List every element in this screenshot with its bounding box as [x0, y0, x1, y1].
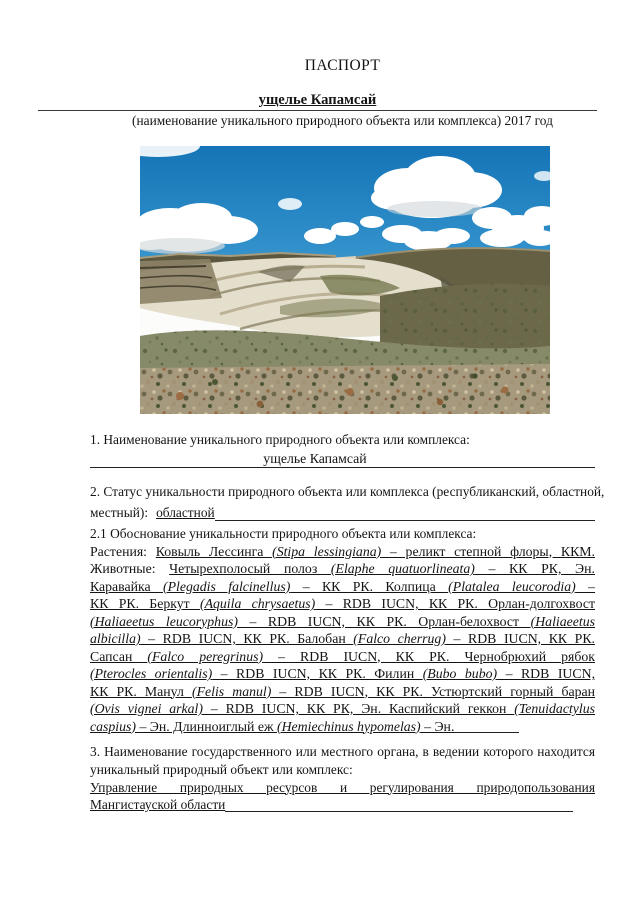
section-3-value-line2 [90, 796, 595, 814]
species-text-segment: (Felis manul) [191, 683, 272, 699]
section-2-line2 [90, 502, 595, 524]
section-2-line1: 2. Статус уникальности природного объекта или комплекса (республиканский, областной, [90, 483, 605, 499]
species-text-segment: – RDB IUCN, КК РК, Эн. Каспийский геккон [203, 701, 515, 716]
object-name-text: ущелье Капамсай [258, 92, 377, 108]
section-1-value: ущелье Капамсай [263, 450, 367, 466]
species-line [90, 543, 595, 561]
species-text-segment: (Elaphe quatuorlineata) [330, 561, 475, 576]
section-3-line2: уникальный природный объект или комплекс: [90, 761, 353, 777]
species-text-segment: (Platalea leucorodia) [448, 578, 576, 594]
species-line [90, 683, 595, 701]
species-text-segment: – RDB IUCN, КК РК. Орлан-белохвост [237, 613, 531, 629]
species-text-segment: Ковыль Лессинга [155, 543, 273, 559]
species-block [90, 543, 595, 736]
species-text-segment: Животные: [90, 561, 170, 576]
species-text-segment: (Plegadis falcinellus) [163, 578, 291, 594]
section-3 [90, 743, 595, 814]
species-text-segment: – Эн. Длинноиглый еж [136, 718, 277, 734]
section-2-1-label: 2.1 Обоснование уникальности природного объекта или комплекса: [90, 525, 477, 541]
section-3-value-text: Мангистауской области [90, 797, 226, 813]
species-line [90, 700, 595, 718]
blank-underline [215, 520, 595, 521]
species-text-segment: (Tenuidactylus [514, 701, 595, 716]
species-text-segment: – RDB IUCN, КК РК. Устюртский горный баран [271, 683, 596, 699]
species-text-segment: – RDB IUCN, КК РК. Балобан [140, 631, 354, 646]
section-2-value: областной [156, 505, 215, 520]
doc-title: ПАСПОРТ [304, 57, 381, 74]
blank-underline [225, 811, 573, 812]
species-text-segment: Сапсан [90, 648, 148, 664]
species-line [90, 613, 595, 631]
caption: (наименование уникального природного объекта или комплекса) 2017 год [132, 113, 553, 128]
species-text-segment: Растения: [90, 543, 156, 559]
section-3-value-line1: Управление природных ресурсов и регулирования природопользования [90, 779, 595, 795]
species-text-segment: albicilla) [90, 631, 141, 646]
species-text-segment: – Эн. [420, 718, 455, 734]
species-line [90, 595, 595, 613]
species-text-segment: КК РК. Беркут [90, 596, 200, 611]
species-text-segment: (Stipa lessingiana) [272, 543, 382, 559]
species-text-segment: (Falco cherrug) [353, 631, 446, 646]
species-text-segment: – [575, 578, 596, 594]
species-text-segment: (Pterocles orientalis) [90, 666, 213, 681]
section-3-line1: 3. Наименование государственного или местного органа, в ведении которого находится [90, 744, 595, 759]
species-text-segment: – КК РК. Колпица [290, 578, 449, 594]
species-text-segment: (Bubo bubo) [422, 666, 498, 681]
species-line [90, 630, 595, 648]
blank-underline [454, 729, 519, 733]
species-text-segment: caspius) [90, 718, 136, 734]
species-text-segment: (Haliaeetus leucoryphus) [90, 613, 238, 629]
species-text-segment: – RDB IUCN, [497, 666, 596, 681]
object-name-heading [38, 93, 597, 111]
section-2 [90, 481, 605, 543]
species-text-segment: (Haliaeetus [530, 613, 595, 629]
species-text-segment: КК РК. Манул [90, 683, 192, 699]
section-2-prefix: местный): [90, 505, 149, 520]
species-text-segment: (Aquila chrysaetus) [199, 596, 316, 611]
species-text-segment: – RDB IUCN, КК РК. [445, 631, 595, 646]
section-1-label: 1. Наименование уникального природного объекта или комплекса: [90, 432, 470, 447]
section-1-value-line [90, 451, 595, 468]
species-line [90, 648, 595, 666]
species-text-segment: – RDB IUCN, КК РК. Чернобрюхий рябок [263, 648, 595, 664]
species-text-segment: (Hemiechinus hypomelas) [276, 718, 421, 734]
species-line [90, 718, 595, 736]
species-line [90, 578, 595, 596]
species-line [90, 665, 595, 683]
species-text-segment: Каравайка [90, 578, 163, 594]
section-1 [90, 429, 595, 468]
species-text-segment: – RDB IUCN, КК РК. Филин [212, 666, 423, 681]
gorge-photo [140, 146, 550, 414]
gorge-photo-illustration [140, 146, 550, 414]
species-line [90, 560, 595, 578]
species-text-segment: – реликт степной флоры, ККМ. [381, 543, 595, 559]
species-text-segment: Четырехполосый полоз [169, 561, 331, 576]
species-text-segment: (Ovis vignei arkal) [90, 701, 203, 716]
photo-foreground [140, 251, 550, 414]
species-text-segment: – RDB IUCN, КК РК. Орлан-долгохвост [315, 596, 595, 611]
species-text-segment: – КК РК, Эн. [474, 561, 595, 576]
species-text-segment: (Falco peregrinus) [147, 648, 264, 664]
